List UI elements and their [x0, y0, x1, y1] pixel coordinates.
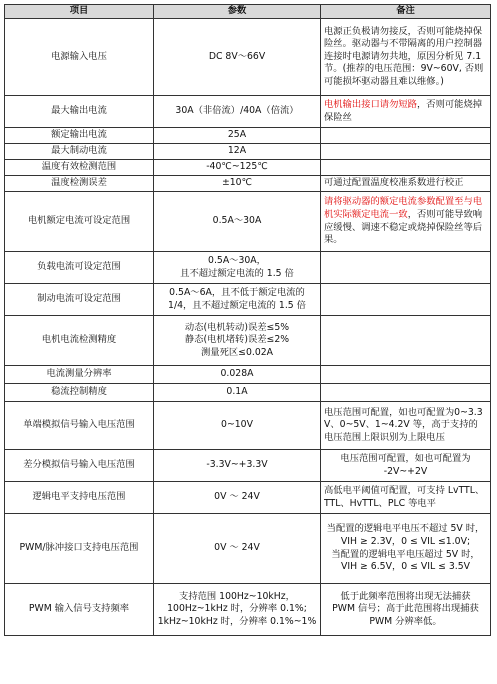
param-line: 支持范围 100Hz~10kHz，: [179, 590, 295, 602]
note-cell: [321, 316, 491, 366]
param-cell: 0.5A～30A: [154, 192, 321, 252]
table-row: [5, 144, 491, 160]
header-note: 备注: [321, 5, 491, 19]
note-line: 电压范围可配置，如也可配置为: [340, 452, 471, 464]
header-item: 项目: [5, 5, 154, 19]
note-text: 电压范围可配置，如也可配置为0~3.3V、0~5V、1~4.2V 等，高于支持的电压范围上限识别为上限电压: [324, 406, 483, 443]
item-cell: 制动电流可设定范围: [5, 284, 154, 316]
param-line: 动态(电机转动)误差≤5%: [184, 321, 290, 333]
table-row: [5, 316, 491, 366]
table-row: [5, 584, 491, 636]
param-cell: 0V ～ 24V: [154, 514, 321, 584]
note-cell: [321, 584, 491, 636]
item-cell: 逻辑电平支持电压范围: [5, 482, 154, 514]
spec-table: [4, 4, 491, 636]
note-line: VIH ≥ 2.3V，0 ≤ VIL ≤1.0V;: [340, 535, 471, 547]
table-row: [5, 128, 491, 144]
table-row: [5, 366, 491, 384]
note-line: PWM 分辨率低。: [369, 615, 442, 627]
param-cell: -3.3V~+3.3V: [154, 450, 321, 482]
note-line: 当配置的逻辑电平电压超过 5V 时，: [331, 548, 480, 560]
item-cell: 电源输入电压: [5, 19, 154, 96]
table-row: [5, 192, 491, 252]
table-row: [5, 176, 491, 192]
param-cell: 30A（非倍流）/40A（倍流）: [154, 96, 321, 128]
note-text: ，否则可能导致响应缓慢、调速不稳定或烧掉保险丝等后果。: [324, 208, 483, 246]
table-row: [5, 402, 491, 450]
note-line: 低于此频率范围将出现无法捕获: [340, 590, 471, 602]
note-cell: [321, 192, 491, 252]
note-cell: [321, 19, 491, 96]
item-cell: 稳流控制精度: [5, 384, 154, 402]
item-cell: 负载电流可设定范围: [5, 252, 154, 284]
note-text: 电源正负极请勿接反，否则可能烧掉保险丝。驱动器与不带隔离的用户控制器连接时电源请勿共地，原因分析见 7.1 节。(推荐的电压范围：9V~60V, 否则可能损坏驱动器且难以维修。): [324, 25, 484, 87]
param-line: 100Hz~1kHz 时，分辨率 0.1%;: [167, 603, 307, 615]
note-cell: [321, 176, 491, 192]
note-line: VIH ≥ 6.5V，0 ≤ VIL ≤ 3.5V: [341, 561, 470, 573]
item-cell: 差分模拟信号输入电压范围: [5, 450, 154, 482]
item-cell: 单端模拟信号输入电压范围: [5, 402, 154, 450]
param-cell: 12A: [154, 144, 321, 160]
table-row: [5, 384, 491, 402]
note-cell: [321, 514, 491, 584]
note-text: 高低电平阈值可配置，可支持 LvTTL、TTL、HvTTL、PLC 等电平: [324, 484, 485, 509]
note-text: 可通过配置温度校准系数进行校正: [324, 177, 464, 189]
param-line: 1/4，且不超过额定电流的 1.5 倍: [168, 299, 306, 311]
table-row: [5, 450, 491, 482]
param-cell: [154, 584, 321, 636]
note-warning-text: 请将驱动器的额定电流参数配置至与电机实际额定电流一致: [324, 196, 483, 220]
item-cell: PWM 输入信号支持频率: [5, 584, 154, 636]
table-row: [5, 514, 491, 584]
table-row: [5, 284, 491, 316]
param-line: 静态(电机堵转)误差≤2%: [184, 334, 290, 346]
param-cell: -40℃~125℃: [154, 160, 321, 176]
param-cell: [154, 252, 321, 284]
note-cell: [321, 160, 491, 176]
item-cell: 最大输出电流: [5, 96, 154, 128]
table-row: [5, 160, 491, 176]
item-cell: PWM/脉冲接口支持电压范围: [5, 514, 154, 584]
note-cell: [321, 402, 491, 450]
item-cell: 温度有效检测范围: [5, 160, 154, 176]
param-line: 且不超过额定电流的 1.5 倍: [180, 267, 294, 279]
table-row: [5, 19, 491, 96]
note-line: -2V~+2V: [383, 465, 428, 477]
table-row: [5, 96, 491, 128]
header-param: 参数: [154, 5, 321, 19]
item-cell: 电机电流检测精度: [5, 316, 154, 366]
item-cell: 电流测量分辨率: [5, 366, 154, 384]
param-cell: 25A: [154, 128, 321, 144]
param-cell: [154, 316, 321, 366]
table-row: [5, 252, 491, 284]
note-cell: [321, 252, 491, 284]
param-line: 0.5A～6A，且不低于额定电流的: [169, 286, 305, 298]
note-cell: [321, 482, 491, 514]
note-cell: [321, 284, 491, 316]
param-cell: 0.1A: [154, 384, 321, 402]
param-cell: [154, 284, 321, 316]
item-cell: 额定输出电流: [5, 128, 154, 144]
param-line: 测量死区≤0.02A: [200, 346, 274, 358]
note-line: PWM 信号；高于此范围将出现捕获: [332, 603, 479, 615]
note-cell: [321, 384, 491, 402]
item-cell: 电机额定电流可设定范围: [5, 192, 154, 252]
param-cell: 0.028A: [154, 366, 321, 384]
param-cell: 0~10V: [154, 402, 321, 450]
note-cell: [321, 366, 491, 384]
note-line: 当配置的逻辑电平电压不超过 5V 时，: [326, 523, 485, 535]
table-row: [5, 482, 491, 514]
note-cell: [321, 128, 491, 144]
param-cell: DC 8V～66V: [154, 19, 321, 96]
param-cell: 0V ～ 24V: [154, 482, 321, 514]
header-row: [5, 5, 491, 19]
item-cell: 温度检测误差: [5, 176, 154, 192]
note-warning-text: 电机输出接口请勿短路: [324, 98, 417, 110]
param-line: 1kHz~10kHz 时，分辨率 0.1%~1%: [157, 615, 317, 627]
note-cell: [321, 96, 491, 128]
note-text: ，否则可能烧掉保险丝: [324, 98, 483, 123]
param-line: 0.5A～30A，: [208, 254, 266, 266]
item-cell: 最大制动电流: [5, 144, 154, 160]
note-cell: [321, 144, 491, 160]
param-cell: ±10℃: [154, 176, 321, 192]
note-cell: [321, 450, 491, 482]
